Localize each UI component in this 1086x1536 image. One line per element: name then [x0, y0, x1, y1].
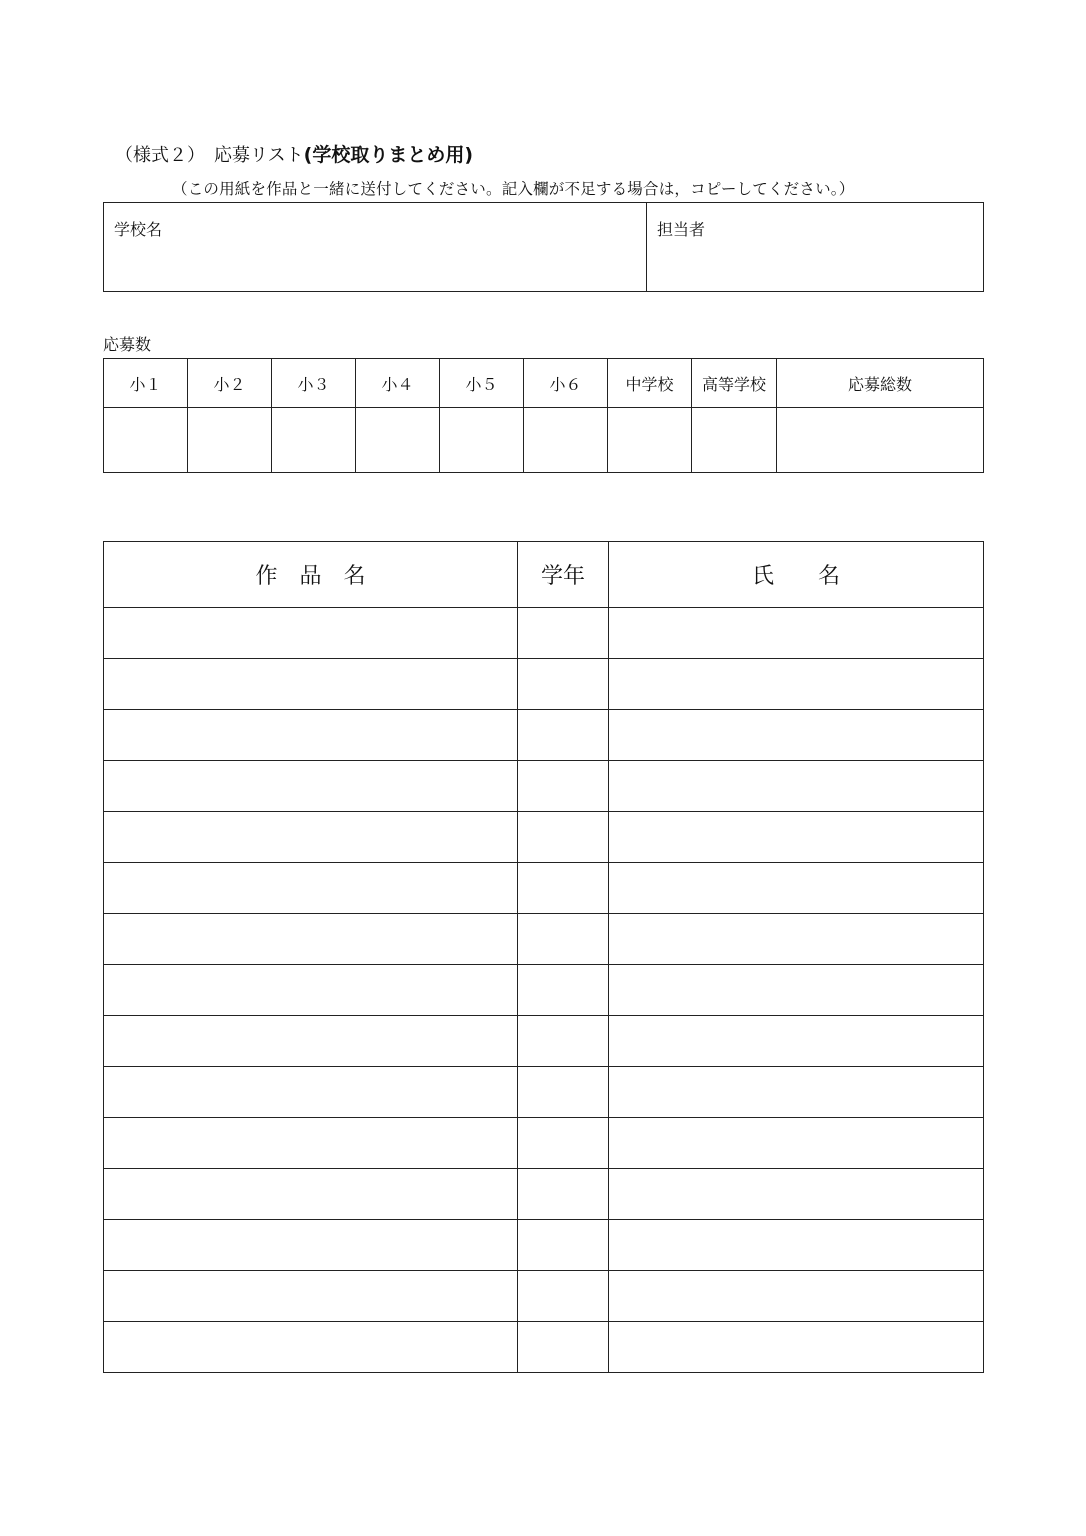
title-text: 応募リスト	[214, 145, 304, 166]
student-name-cell[interactable]	[609, 812, 984, 863]
work-title-cell[interactable]	[104, 1220, 518, 1271]
count-cell[interactable]	[692, 408, 777, 473]
form-number: （様式２）	[115, 145, 196, 166]
student-name-cell[interactable]	[609, 761, 984, 812]
grade-cell[interactable]	[518, 1271, 609, 1322]
table-row	[104, 1067, 984, 1118]
work-title-cell[interactable]	[104, 965, 518, 1016]
grade-cell[interactable]	[518, 710, 609, 761]
count-cell[interactable]	[104, 408, 188, 473]
grade-cell[interactable]	[518, 914, 609, 965]
grade-header: 学年	[518, 542, 609, 608]
student-name-cell[interactable]	[609, 710, 984, 761]
count-cell[interactable]	[524, 408, 608, 473]
work-title-cell[interactable]	[104, 710, 518, 761]
table-row	[104, 659, 984, 710]
grade-cell[interactable]	[518, 659, 609, 710]
grade-cell[interactable]	[518, 1118, 609, 1169]
work-title-cell[interactable]	[104, 914, 518, 965]
work-title-cell[interactable]	[104, 1067, 518, 1118]
table-row	[104, 914, 984, 965]
form-title	[115, 140, 473, 167]
count-header: 小４	[356, 359, 440, 408]
student-name-cell[interactable]	[609, 1016, 984, 1067]
student-name-cell[interactable]	[609, 965, 984, 1016]
work-title-cell[interactable]	[104, 1118, 518, 1169]
student-name-cell[interactable]	[609, 1118, 984, 1169]
work-title-cell[interactable]	[104, 608, 518, 659]
grade-cell[interactable]	[518, 863, 609, 914]
work-title-cell[interactable]	[104, 1169, 518, 1220]
school-name-field[interactable]	[104, 203, 647, 292]
student-name-cell[interactable]	[609, 1067, 984, 1118]
count-header: 中学校	[608, 359, 692, 408]
table-row	[104, 863, 984, 914]
student-name-cell[interactable]	[609, 1220, 984, 1271]
student-name-cell[interactable]	[609, 1169, 984, 1220]
work-title-header: 作 品 名	[104, 542, 518, 608]
student-name-cell[interactable]	[609, 1322, 984, 1373]
count-cell[interactable]	[440, 408, 524, 473]
table-row	[104, 1220, 984, 1271]
grade-cell[interactable]	[518, 965, 609, 1016]
grade-cell[interactable]	[518, 812, 609, 863]
instruction-text: （この用紙を作品と一緒に送付してください。記入欄が不足する場合は，コピーしてください。）	[172, 180, 855, 198]
grade-cell[interactable]	[518, 1169, 609, 1220]
count-header: 小６	[524, 359, 608, 408]
table-row	[104, 1322, 984, 1373]
grade-cell[interactable]	[518, 608, 609, 659]
student-name-cell[interactable]	[609, 1271, 984, 1322]
count-cell[interactable]	[272, 408, 356, 473]
entry-list-table	[103, 541, 984, 1373]
table-row	[104, 1016, 984, 1067]
work-title-cell[interactable]	[104, 1322, 518, 1373]
work-title-cell[interactable]	[104, 1016, 518, 1067]
table-row	[104, 1271, 984, 1322]
info-table	[103, 202, 984, 292]
table-row	[104, 710, 984, 761]
table-row	[104, 1169, 984, 1220]
total-count-cell[interactable]	[777, 408, 984, 473]
counts-table	[103, 358, 984, 473]
count-cell[interactable]	[356, 408, 440, 473]
table-row	[104, 812, 984, 863]
grade-cell[interactable]	[518, 1067, 609, 1118]
work-title-cell[interactable]	[104, 812, 518, 863]
grade-cell[interactable]	[518, 761, 609, 812]
student-name-cell[interactable]	[609, 659, 984, 710]
grade-cell[interactable]	[518, 1220, 609, 1271]
student-name-header: 氏 名	[609, 542, 984, 608]
count-header: 小３	[272, 359, 356, 408]
work-title-cell[interactable]	[104, 863, 518, 914]
student-name-cell[interactable]	[609, 914, 984, 965]
student-name-cell[interactable]	[609, 863, 984, 914]
count-header: 小５	[440, 359, 524, 408]
counts-label: 応募数	[103, 335, 152, 354]
count-header: 小２	[188, 359, 272, 408]
grade-cell[interactable]	[518, 1322, 609, 1373]
grade-cell[interactable]	[518, 1016, 609, 1067]
count-cell[interactable]	[608, 408, 692, 473]
work-title-cell[interactable]	[104, 761, 518, 812]
count-header: 応募総数	[777, 359, 984, 408]
table-row	[104, 1118, 984, 1169]
table-row	[104, 608, 984, 659]
teacher-label: 担当者	[657, 220, 706, 239]
student-name-cell[interactable]	[609, 608, 984, 659]
count-header: 小１	[104, 359, 188, 408]
title-bold: (学校取りまとめ用)	[303, 144, 474, 166]
count-header: 高等学校	[692, 359, 777, 408]
work-title-cell[interactable]	[104, 659, 518, 710]
table-row	[104, 965, 984, 1016]
table-row	[104, 761, 984, 812]
school-name-label: 学校名	[114, 220, 163, 239]
teacher-field[interactable]	[647, 203, 984, 292]
work-title-cell[interactable]	[104, 1271, 518, 1322]
count-cell[interactable]	[188, 408, 272, 473]
